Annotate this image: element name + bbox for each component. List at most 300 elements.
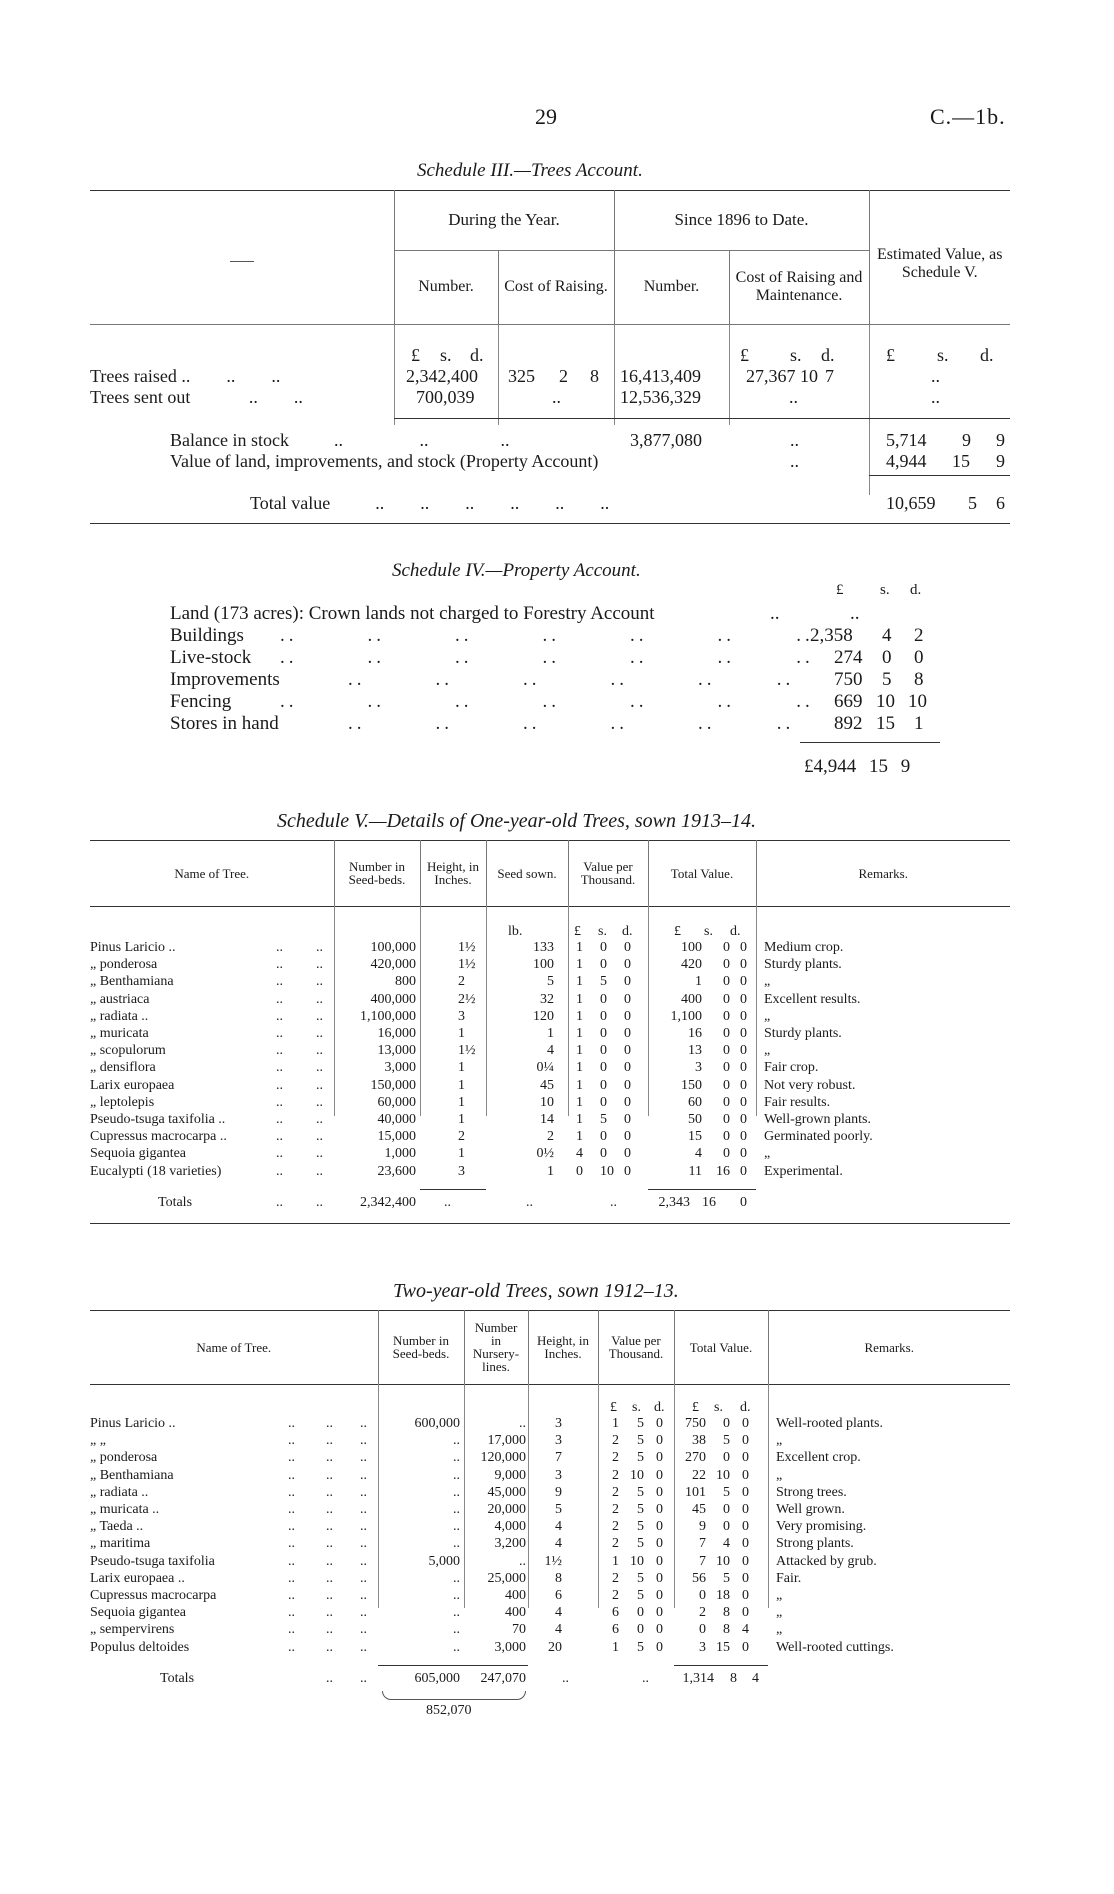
tree-name: „ scopulorum [90,1043,166,1059]
property-row: Fencing .. .. .. .. .. .. .. 669 10 10 [170,691,927,712]
total-pounds: 100 [681,940,702,955]
total-shillings: 18 [716,1588,730,1603]
col-name-of-tree: Name of Tree. [90,840,334,906]
total-shillings: 0 [723,991,730,1007]
value-pounds: 1 [576,991,583,1007]
tree-name: „ Taeda .. [90,1519,144,1535]
unit-label: d. [654,1400,665,1415]
schedule3-cell: 2 [559,366,568,386]
leader-dots: .. [316,1008,323,1024]
value-pounds: 1 [576,940,583,955]
value-pence: 0 [624,1043,631,1059]
total-pence: 0 [740,1129,747,1145]
seedbed-count: 5,000 [428,1553,460,1569]
value-shillings: 5 [637,1502,644,1517]
total-shillings: 0 [723,1416,730,1431]
schedule3-cell: 10 [800,366,818,386]
schedule3-cell: 16,413,409 [620,366,701,386]
total-pence: 0 [742,1416,749,1431]
value-pence: 0 [656,1502,663,1517]
total-shillings: 0 [723,940,730,955]
grand-total: 852,070 [426,1702,472,1718]
tree-name: „ Benthamiana [90,974,174,990]
seedbed-count: 400,000 [370,991,416,1007]
remarks: Germinated poorly. [764,1129,873,1145]
schedule5b-body [90,1384,1010,1718]
seed-sown: 0½ [536,1146,554,1162]
schedule3-row-label: Trees raised .. .. .. [90,366,281,386]
seedbed-count: .. [453,1484,460,1500]
remarks: „ [776,1605,783,1621]
leader-dots: .. [326,1553,333,1569]
leader-dots: .. [316,1077,323,1093]
leader-dots: .. [288,1588,295,1603]
seedbed-count: 60,000 [377,1094,416,1110]
seedbed-count: 150,000 [370,1077,416,1093]
total-shillings: 0 [723,1094,730,1110]
col-total-value: Total Value. [648,840,756,906]
leader-dots: .. [360,1450,367,1466]
nursery-count: 4,000 [494,1519,526,1535]
seed-sown: 4 [547,1043,554,1059]
leader-dots: .. [360,1484,367,1500]
unit-pence: d. [910,582,922,598]
unit-pound: £ [886,345,895,365]
total-shillings: 4 [723,1536,730,1552]
value-pounds: 4 [576,1146,583,1162]
tree-name: „ Benthamiana [90,1467,174,1483]
value-pence: 0 [656,1588,663,1603]
balance-pence: 9 [996,430,1005,450]
tree-name: Pinus Laricio .. [90,940,176,955]
height-value: 1 [458,1060,465,1076]
page-number: 29 [535,104,557,129]
property-pence: 9 [996,451,1005,471]
total-shillings: 0 [723,1502,730,1517]
tree-name: Cupressus macrocarpa [90,1588,217,1603]
col-nursery-lines: Number in Nursery-lines. [464,1310,528,1384]
schedule5b-title: Two-year-old Trees, sown 1912–13. [393,1280,679,1302]
tree-name: Sequoia gigantea [90,1146,187,1162]
leader-dots: .. [360,1553,367,1569]
column-rule [756,906,757,1116]
col-name-of-tree: Name of Tree. [90,1310,378,1384]
rule [869,475,1010,476]
leader-dots: .. [316,1094,323,1110]
total-pounds: 56 [692,1570,706,1586]
total-pence: 0 [740,940,747,955]
rule [90,523,1010,524]
seedbed-count: 13,000 [377,1043,416,1059]
total-shillings: 0 [723,1060,730,1076]
total-shillings: 0 [723,1026,730,1041]
tree-name: „ muricata .. [90,1502,160,1517]
total-pence: 0 [740,1043,747,1059]
total-pounds: 45 [692,1502,706,1517]
remarks: „ [776,1588,783,1603]
total-shillings: 5 [723,1570,730,1586]
leader-dots: .. [288,1639,295,1655]
tree-name: „ austriaca [90,991,150,1007]
rule [394,418,1010,419]
value-pence: 0 [656,1553,663,1569]
schedule3-col-cost: Cost of Raising. [498,250,614,324]
unit-label: s. [598,924,607,939]
total-pounds: 420 [681,957,702,973]
total-pence: 0 [742,1467,749,1483]
total-pence: 0 [742,1519,749,1535]
total-pence: 4 [742,1622,749,1638]
tree-name: „ radiata .. [90,1008,149,1024]
seedbed-count: .. [453,1467,460,1483]
tree-name: Larix europaea [90,1077,175,1093]
leader-dots: .. [316,1043,323,1059]
seed-sown: 2 [547,1129,554,1145]
schedule3-group-since: Since 1896 to Date. [614,190,869,250]
schedule3-col-estimated: Estimated Value, as Schedule V. [869,190,1010,324]
value-pounds: 1 [612,1639,619,1655]
unit-label: d. [622,924,633,939]
seedbed-count: 40,000 [377,1112,416,1127]
leader-dots: .. [326,1433,333,1449]
leader-dots: .. [288,1416,295,1431]
nursery-count: 400 [505,1605,526,1621]
leader-dots: .. [360,1588,367,1603]
total-pounds: 400 [681,991,702,1007]
seedbed-count: .. [453,1588,460,1603]
value-pounds: 6 [612,1605,619,1621]
total-pence: 0 [742,1502,749,1517]
seed-sown: 120 [533,1008,554,1024]
leader-dots: .. [288,1467,295,1483]
total-pence: 0 [742,1450,749,1466]
value-shillings: 0 [600,957,607,973]
value-pounds: 1 [576,1026,583,1041]
remarks: Excellent results. [764,991,861,1007]
total-pounds: 7 [699,1553,706,1569]
schedule5b-header [90,1310,1010,1384]
value-shillings: 10 [630,1467,644,1483]
column-rule [420,906,421,1116]
column-rule [614,325,615,425]
remarks: Strong trees. [776,1484,847,1500]
schedule3-col-cost-maint: Cost of Raising and Maintenance. [729,250,869,324]
remarks: Well-rooted cuttings. [776,1639,894,1655]
totals-value: .. [642,1670,649,1686]
total-pounds: 150 [681,1077,702,1093]
total-shillings: 0 [723,1077,730,1093]
seedbed-count: .. [453,1605,460,1621]
value-shillings: 0 [600,1008,607,1024]
tree-name: „ maritima [90,1536,151,1552]
seed-sown: 45 [540,1077,554,1093]
total-pence: 0 [740,1026,747,1041]
value-pence: 0 [656,1484,663,1500]
leader-dots: .. [316,1163,323,1179]
seedbed-count: 1,100,000 [360,1008,416,1024]
totals-seedbeds: 2,342,400 [360,1194,416,1210]
leader-dots: .. [360,1622,367,1638]
seedbed-count: .. [453,1622,460,1638]
schedule3-col-number: Number. [394,250,498,324]
nursery-count: 25,000 [487,1570,526,1586]
remarks: Fair crop. [764,1060,819,1076]
nursery-count: .. [519,1416,526,1431]
remarks: Medium crop. [764,940,844,955]
value-pence: 0 [656,1622,663,1638]
remarks: „ [764,1043,771,1059]
remarks: Well grown. [776,1502,845,1517]
leader-dots: .. [326,1588,333,1603]
total-pence: 0 [740,1112,747,1127]
unit-shilling: s. [440,345,452,365]
col-value-per-thousand: Value per Thousand. [598,1310,674,1384]
totals-pence: 0 [740,1194,747,1210]
unit-pence: d. [980,345,994,365]
value-shillings: 5 [637,1570,644,1586]
remarks: Sturdy plants. [764,1026,842,1041]
total-pounds: 13 [688,1043,702,1059]
total-pence: 0 [742,1639,749,1655]
remarks: Excellent crop. [776,1450,861,1466]
height-value: 1½ [458,940,476,955]
nursery-count: 70 [512,1622,526,1638]
total-pounds: 50 [688,1112,702,1127]
total-pence: 0 [740,1060,747,1076]
rule [378,1665,528,1666]
remarks: Attacked by grub. [776,1553,877,1569]
totals-label: Totals [158,1194,193,1210]
property-row: Live-stock .. .. .. .. .. .. .. 274 0 0 [170,647,924,668]
value-shillings: 0 [637,1605,644,1621]
total-pounds: 270 [685,1450,706,1466]
total-pounds: 0 [699,1588,706,1603]
rule [800,742,940,743]
value-pounds: 1 [612,1553,619,1569]
seedbed-count: 1,000 [384,1146,416,1162]
col-remarks: Remarks. [858,865,908,881]
total-pounds: 10,659 [886,493,936,513]
leader-dots: .. [360,1639,367,1655]
leader-dots: .. [316,1060,323,1076]
totals-nursery: 247,070 [480,1670,526,1686]
leader-dots: .. [288,1605,295,1621]
value-shillings: 5 [600,974,607,990]
nursery-count: 9,000 [494,1467,526,1483]
value-pounds: 1 [576,1060,583,1076]
tree-name: „ ponderosa [90,1450,158,1466]
schedule3-cell: 12,536,329 [620,387,701,407]
schedule3-cell: 325 [508,366,535,386]
value-pounds: 2 [612,1519,619,1535]
leader-dots: .. [288,1570,295,1586]
leader-dots: .. [316,1146,323,1162]
col-height: Height, in Inches. [420,840,486,906]
leader-dots: .. [360,1433,367,1449]
value-shillings: 0 [600,1077,607,1093]
total-pounds: 0 [699,1622,706,1638]
value-shillings: 0 [600,940,607,955]
value-pounds: 0 [576,1163,583,1179]
schedule3-group-during: During the Year. [394,190,614,250]
total-pence: 0 [742,1433,749,1449]
remarks: Fair. [776,1570,802,1586]
value-shillings: 0 [637,1622,644,1638]
value-pence: 0 [624,1129,631,1145]
totals-pounds: 2,343 [658,1194,690,1210]
value-pence: 0 [624,957,631,973]
total-pence: 0 [742,1553,749,1569]
remarks: Experimental. [764,1163,843,1179]
value-pence: 0 [656,1570,663,1586]
value-pounds: 2 [612,1536,619,1552]
total-pounds: 1 [695,974,702,990]
tree-name: Cupressus macrocarpa .. [90,1129,227,1145]
total-pounds: 7 [699,1536,706,1552]
value-pence: 0 [624,1026,631,1041]
leader-dots: .. [360,1670,367,1686]
value-shillings: 5 [637,1519,644,1535]
value-shillings: 0 [600,991,607,1007]
totals-seed: .. [526,1194,533,1210]
balance-label: Balance in stock .. .. .. [170,430,510,450]
seed-sown: 100 [533,957,554,973]
unit-label: d. [730,924,741,939]
seedbed-count: 15,000 [377,1129,416,1145]
leader-dots: .. [316,1129,323,1145]
total-pounds: 4 [695,1146,702,1162]
rule [420,1189,486,1190]
remarks: Fair results. [764,1094,831,1110]
total-shillings: 10 [716,1553,730,1569]
total-shillings: 0 [723,1450,730,1466]
schedule4-total: £4,944 15 9 [804,756,911,777]
seed-sown: 1 [547,1026,554,1041]
total-pence: 0 [742,1484,749,1500]
height-value: 3 [555,1467,562,1483]
total-pence: 0 [742,1605,749,1621]
unit-shilling: s. [880,582,890,598]
schedule3-header-blank [90,190,394,324]
tree-name: „ densiflora [90,1060,156,1076]
total-shillings: 5 [723,1433,730,1449]
totals-shillings: 16 [702,1194,716,1210]
seed-sown: 133 [533,940,554,955]
value-pence: 0 [624,940,631,955]
totals-value: .. [610,1194,617,1210]
leader-dots: .. [360,1416,367,1431]
leader-dots: .. [326,1570,333,1586]
property-row: Land (173 acres): Crown lands not charged to Forestry Account .. .. [170,603,860,624]
leader-dots: .. [326,1519,333,1535]
tree-name: Populus deltoides [90,1639,190,1655]
leader-dots: .. [276,1146,283,1162]
nursery-count: 20,000 [487,1502,526,1517]
nursery-count: 400 [505,1588,526,1603]
value-shillings: 5 [600,1112,607,1127]
schedule3-table [90,190,1010,325]
column-rule [394,325,395,425]
total-shillings: 0 [723,1008,730,1024]
height-value: 7 [555,1450,562,1466]
leader-dots: .. [326,1467,333,1483]
height-value: 5 [555,1502,562,1517]
unit-label: £ [674,924,681,939]
total-pounds: 3 [699,1639,706,1655]
tree-name: „ sempervirens [90,1622,175,1638]
seed-sown: 10 [540,1094,554,1110]
remarks: Strong plants. [776,1536,854,1552]
schedule3-cell: 27,367 [746,366,796,386]
leader-dots: .. [316,957,323,973]
seedbed-count: 23,600 [377,1163,416,1179]
value-shillings: 10 [630,1553,644,1569]
seed-sown: 0¼ [536,1060,554,1076]
total-pence: 0 [740,1094,747,1110]
value-pence: 0 [624,974,631,990]
leader-dots: .. [288,1553,295,1569]
remarks: Very promising. [776,1519,867,1535]
schedule3-cell: .. [931,366,940,386]
value-pence: 0 [624,1094,631,1110]
tree-name: Sequoia gigantea [90,1605,187,1621]
seedbed-count: .. [453,1502,460,1517]
leader-dots: .. [360,1570,367,1586]
total-pence: 6 [996,493,1005,513]
total-shillings: 0 [723,1146,730,1162]
document-reference: C.—1b. [930,104,1006,129]
seed-sown: 1 [547,1163,554,1179]
totals-height: .. [444,1194,451,1210]
total-pence: 0 [740,1008,747,1024]
remarks: „ [776,1467,783,1483]
unit-pound: £ [836,582,844,598]
remarks: „ [776,1433,783,1449]
tree-name: Larix europaea .. [90,1570,185,1586]
column-rule [869,325,870,495]
unit-label: £ [692,1400,699,1415]
height-value: 6 [555,1588,562,1603]
col-seedbeds: Number in Seed-beds. [334,840,420,906]
total-pounds: 750 [685,1416,706,1431]
total-shillings: 0 [723,1519,730,1535]
total-shillings: 16 [716,1163,730,1179]
remarks: „ [764,1146,771,1162]
remarks: Sturdy plants. [764,957,842,973]
seedbed-count: 600,000 [414,1416,460,1431]
value-pence: 0 [624,991,631,1007]
height-value: 4 [555,1605,562,1621]
leader-dots: .. [276,1077,283,1093]
seed-sown: 14 [540,1112,554,1127]
leader-dots: .. [276,1026,283,1041]
seedbed-count: 420,000 [370,957,416,973]
value-shillings: 0 [600,1129,607,1145]
property-cost: .. [790,451,799,471]
totals-label: Totals [160,1670,195,1686]
value-shillings: 5 [637,1416,644,1431]
schedule4-list [170,603,950,735]
total-pence: 0 [740,991,747,1007]
leader-dots: .. [288,1502,295,1517]
value-pounds: 1 [576,1043,583,1059]
value-pence: 0 [656,1519,663,1535]
value-shillings: 5 [637,1536,644,1552]
property-label: Value of land, improvements, and stock (Property Account) [170,451,599,471]
height-value: 1½ [458,957,476,973]
value-pounds: 2 [612,1484,619,1500]
leader-dots: .. [360,1519,367,1535]
